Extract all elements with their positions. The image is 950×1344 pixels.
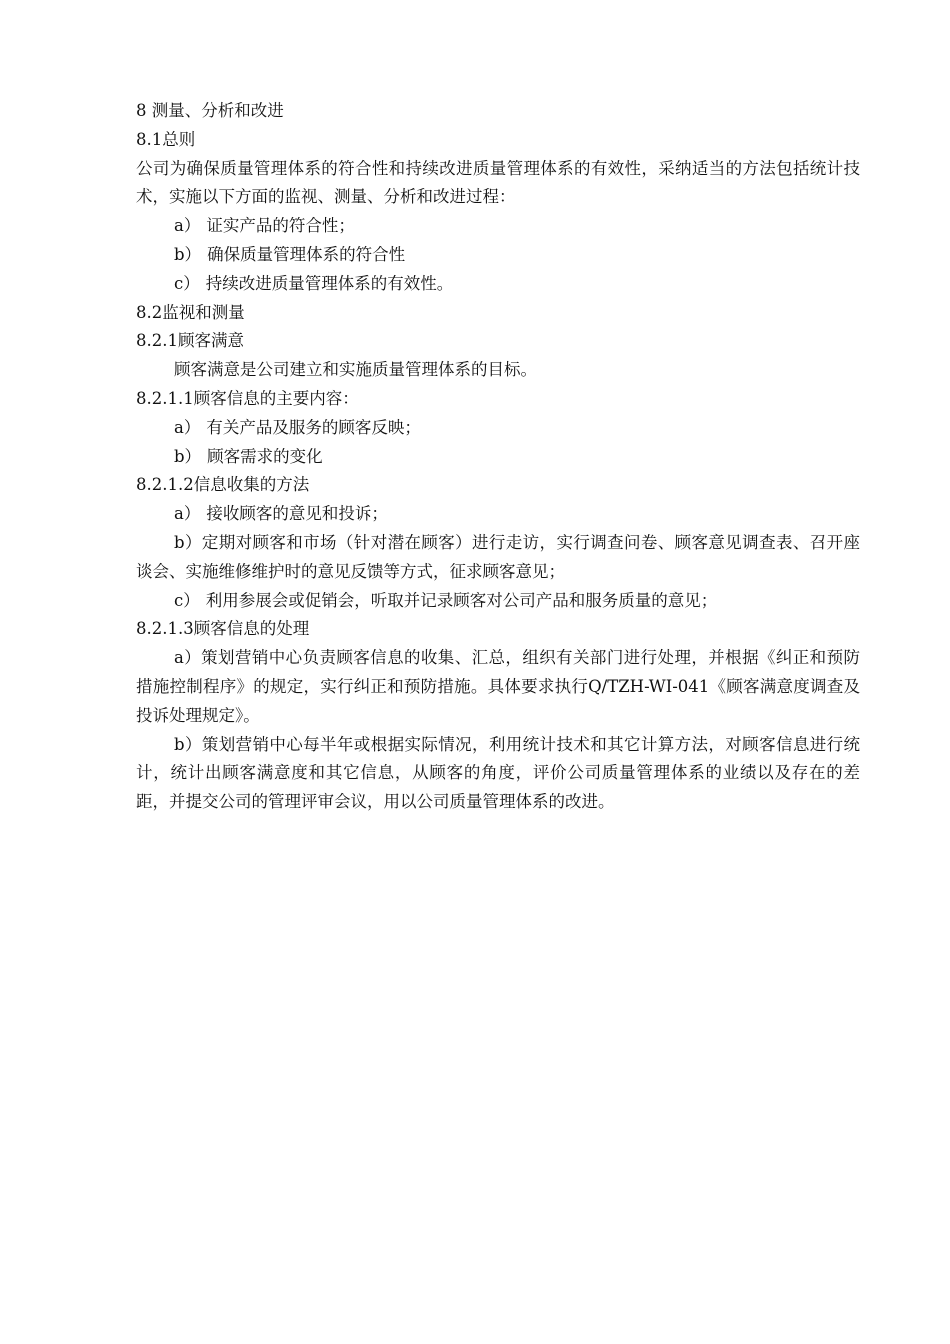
item-label: c） bbox=[174, 273, 200, 293]
section-8-2-1-2-item-a bbox=[136, 500, 860, 529]
section-8-2-1-2-item-c bbox=[136, 587, 860, 616]
section-8-2-1-1-item-a bbox=[136, 414, 860, 443]
section-8-title: 8 测量、分析和改进 bbox=[136, 101, 284, 120]
item-label: a） bbox=[174, 216, 201, 236]
item-label: a） bbox=[174, 417, 201, 437]
document-body bbox=[136, 97, 860, 817]
section-8-1-item-b bbox=[136, 241, 860, 270]
section-8-1-item-a bbox=[136, 212, 860, 241]
section-8-2-1-3-title: 8.2.1.3顾客信息的处理 bbox=[136, 619, 310, 639]
section-8-2-1-2-title: 8.2.1.2信息收集的方法 bbox=[136, 475, 310, 495]
item-text: 接收顾客的意见和投诉； bbox=[206, 504, 388, 524]
section-8-2-1-2-item-b: b）定期对顾客和市场（针对潜在顾客）进行走访，实行调查问卷、顾客意见调查表、召开座谈会、实施维修维护时的意见反馈等方式，征求顾客意见； bbox=[136, 532, 860, 581]
item-text: 顾客需求的变化 bbox=[207, 446, 323, 466]
item-label: b） bbox=[174, 446, 202, 466]
item-text: 确保质量管理体系的符合性 bbox=[207, 244, 406, 264]
section-8-2-1-1-item-b bbox=[136, 443, 860, 472]
section-8-2-title: 8.2监视和测量 bbox=[136, 302, 245, 322]
item-text: 有关产品及服务的顾客反映； bbox=[206, 417, 421, 437]
section-8-2-1-3-item-b: b）策划营销中心每半年或根据实际情况，利用统计技术和其它计算方法，对顾客信息进行统计，统计出顾客满意度和其它信息，从顾客的角度，评价公司质量管理体系的业绩以及存在的差距，并提交公司的管理评审会议，用以公司质量管理体系的改进。 bbox=[136, 734, 860, 812]
section-8-1-item-c bbox=[136, 270, 860, 299]
item-label: c） bbox=[174, 590, 200, 610]
section-8-2-1-text: 顾客满意是公司建立和实施质量管理体系的目标。 bbox=[174, 360, 537, 380]
item-text: 持续改进质量管理体系的有效性。 bbox=[205, 273, 454, 293]
section-8-1-title: 8.1总则 bbox=[136, 129, 196, 149]
item-label: a） bbox=[174, 504, 201, 524]
item-label: b） bbox=[174, 244, 202, 264]
section-8-2-1-1-title: 8.2.1.1顾客信息的主要内容： bbox=[136, 388, 359, 408]
section-8-2-1-3-item-a: a）策划营销中心负责顾客信息的收集、汇总，组织有关部门进行处理，并根据《纠正和预防措施控制程序》的规定，实行纠正和预防措施。具体要求执行Q/TZH-WI-041《顾客满意度调查及投诉处理规定》。 bbox=[136, 648, 860, 725]
section-8-1-intro: 公司为确保质量管理体系的符合性和持续改进质量管理体系的有效性，采纳适当的方法包括统计技术，实施以下方面的监视、测量、分析和改进过程： bbox=[136, 158, 860, 207]
item-text: 证实产品的符合性； bbox=[206, 216, 355, 236]
item-text: 利用参展会或促销会，听取并记录顾客对公司产品和服务质量的意见； bbox=[205, 590, 718, 610]
section-8-2-1-title: 8.2.1顾客满意 bbox=[136, 331, 244, 351]
